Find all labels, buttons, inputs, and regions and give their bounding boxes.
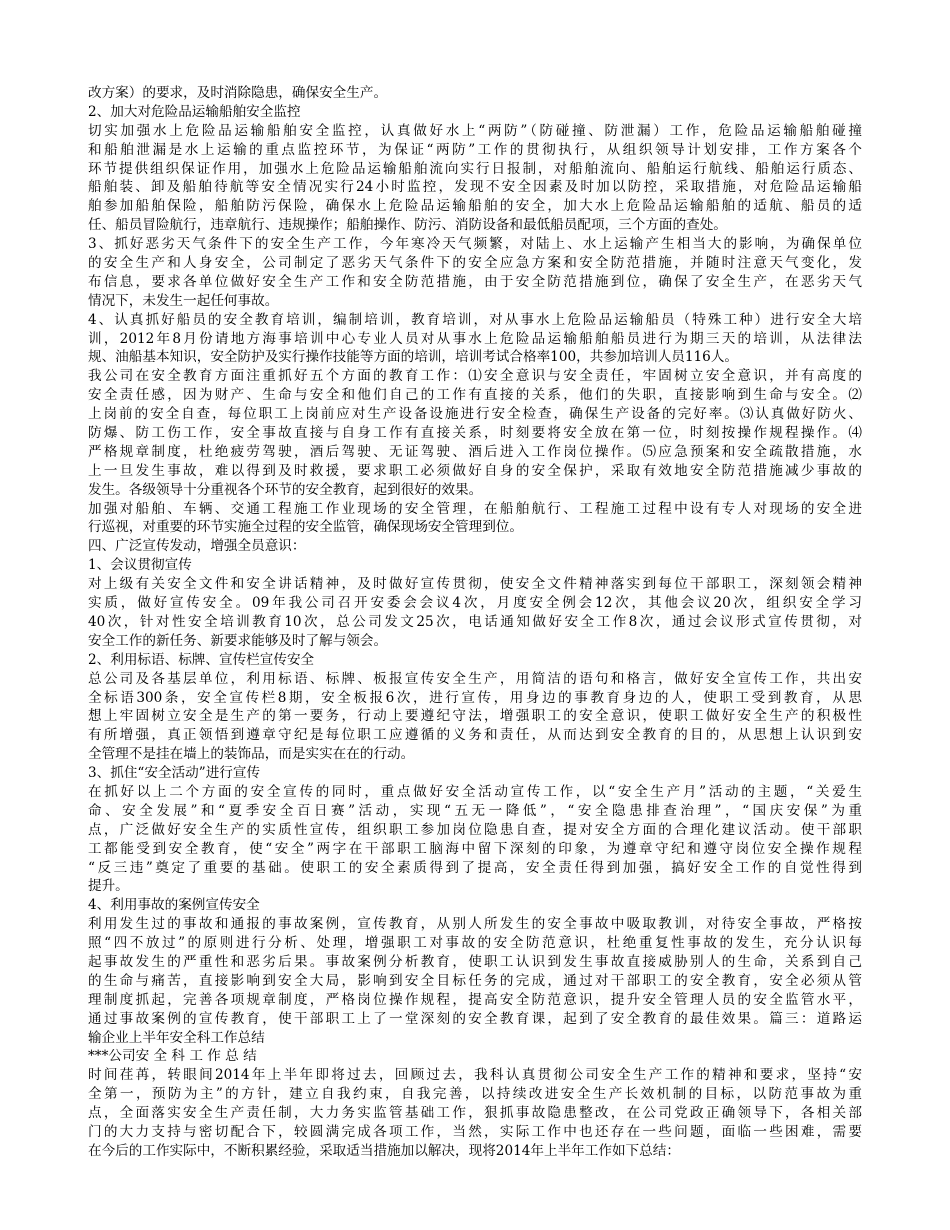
text-line: 发生。各级领导十分重视各个环节的安全教育，起到很好的效果。 (88, 481, 483, 498)
text-line: 在今后的工作实际中，不断积累经验，采取适当措施加以解决，现将2014年上半年工作如下总结： (88, 1142, 680, 1159)
text-line: 4、利用事故的案例宣传安全 (88, 897, 260, 914)
text-line: 2、加大对危险品运输船舶安全监控 (88, 103, 301, 120)
text-line: 时间荏苒，转眼间2014年上半年即将过去，回顾过去，我科认真贯彻公司安全生产工作的精神和要求，坚持“安 (88, 1067, 862, 1084)
text-line: 照“四不放过”的原则进行分析、处理，增强职工对事故的安全防范意识，杜绝重复性事故的发生，充分认识每 (88, 935, 862, 952)
text-line: 船舶装、卸及船舶待航等安全情况实行24小时监控，发现不安全因素及时加以防控，采取措施，对危险品运输船 (88, 179, 862, 196)
text-line: 的生命与痛苦，直接影响到安全大局，影响到安全目标任务的完成，通过对干部职工的安全教育，安全必须从管 (88, 972, 862, 989)
text-line: 3、抓住“安全活动”进行宣传 (88, 765, 261, 782)
text-line: 布信息，要求各单位做好安全生产工作和安全防范措施，由于安全防范措施到位，确保了安全生产，在恶劣天气 (88, 273, 862, 290)
text-line: 理制度抓起，完善各项规章制度，严格岗位操作规程，提高安全防范意识，提升安全管理人员的安全监管水平， (88, 991, 862, 1008)
text-line: 四、广泛宣传发动，增强全员意识： (88, 538, 306, 555)
text-line: 1、会议贯彻宣传 (88, 557, 192, 574)
text-line: 全管理不是挂在墙上的装饰品，而是实实在在的行动。 (88, 746, 415, 763)
text-line: 3、抓好恶劣天气条件下的安全生产工作，今年寒冷天气频繁，对陆上、水上运输产生相当大的影响，为确保单位 (88, 236, 862, 253)
text-line: 通过事故案例的宣传教育，使干部职工上了一堂深刻的安全教育课，起到了安全教育的最佳效果。篇三：道路运 (88, 1010, 862, 1027)
text-line: 命、安全发展”和“夏季安全百日赛”活动，实现“五无一降低”，“安全隐患排查治理”，“国庆安保”为重 (88, 802, 862, 819)
text-line: 环节提供组织保证作用，加强水上危险品运输船舶流向实行日报制，对船舶流向、船舶运行航线、船舶运行质态、 (88, 160, 862, 177)
text-line: 输企业上半年安全科工作总结 (88, 1029, 265, 1046)
text-line: 对上级有关安全文件和安全讲话精神，及时做好宣传贯彻，使安全文件精神落实到每位干部职工，深刻领会精神 (88, 576, 862, 593)
text-line: 的安全生产和人身安全，公司制定了恶劣天气条件下的安全应急方案和安全防范措施，并随时注意天气变化，发 (88, 255, 862, 272)
text-line: ***公司安 全 科 工 作 总 结 (88, 1048, 257, 1065)
text-line: 工都能受到安全教育，使“安全”两字在干部职工脑海中留下深刻的印象，为遵章守纪和遵守岗位安全操作规程 (88, 840, 862, 857)
text-line: 4、认真抓好船员的安全教育培训，编制培训，教育培训，对从事水上危险品运输船员（特殊工种）进行安全大培 (88, 311, 862, 328)
text-line: 上岗前的安全自查，每位职工上岗前应对生产设备设施进行安全检查，确保生产设备的完好率。⑶认真做好防火、 (88, 406, 862, 423)
text-line: 实质，做好宣传安全。09年我公司召开安委会会议4次，月度安全例会12次，其他会议20次，组织安全学习 (88, 595, 862, 612)
text-line: 我公司在安全教育方面注重抓好五个方面的教育工作：⑴安全意识与安全责任，牢固树立安全意识，并有高度的 (88, 368, 862, 385)
text-line: 严格规章制度，杜绝疲劳驾驶，酒后驾驶、无证驾驶、酒后进入工作岗位操作。⑸应急预案和安全疏散措施，水 (88, 443, 862, 460)
text-line: 安全工作的新任务、新要求能够及时了解与领会。 (88, 632, 388, 649)
text-line: 加强对船舶、车辆、交通工程施工作业现场的安全管理，在船舶航行、工程施工过程中设有专人对现场的安全进 (88, 500, 862, 517)
text-line: 行巡视，对重要的环节实施全过程的安全监管，确保现场安全管理到位。 (88, 519, 523, 536)
text-line: 和船舶泄漏是水上运输的重点监控环节，为保证“两防”工作的贯彻执行，从组织领导计划安排，工作方案各个 (88, 141, 862, 158)
text-line: 全标语300条，安全宣传栏8期，安全板报6次，进行宣传，用身边的事教育身边的人，使职工受到教育，从思 (88, 689, 862, 706)
text-line: 总公司及各基层单位，利用标语、标牌、板报宣传安全生产，用简洁的语句和格言，做好安全宣传工作，共出安 (88, 670, 862, 687)
text-line: 在抓好以上二个方面的安全宣传的同时，重点做好安全活动宣传工作，以“安全生产月”活动的主题，“关爱生 (88, 783, 862, 800)
text-line: 情况下，未发生一起任何事故。 (88, 292, 279, 309)
text-line: 点，全面落实安全生产责任制，大力务实监管基础工作，狠抓事故隐患整改，在公司党政正确领导下，各相关部 (88, 1105, 862, 1122)
text-line: 全第一，预防为主”的方针，建立自我约束，自我完善，以持续改进安全生产长效机制的目标，以防范事故为重 (88, 1086, 862, 1103)
text-line: 任、船员冒险航行，违章航行、违规操作；船舶操作、防污、消防设备和最低船员配项，三个方面的查处。 (88, 217, 727, 234)
text-line: 上一旦发生事故，难以得到及时救援，要求职工必须做好自身的安全保护，采取有效地安全防范措施减少事故的 (88, 462, 862, 479)
text-line: 切实加强水上危险品运输船舶安全监控，认真做好水上“两防”（防碰撞、防泄漏）工作，危险品运输船舶碰撞 (88, 122, 862, 139)
text-line: 点，广泛做好安全生产的实质性宣传，组织职工参加岗位隐患自查，提对安全方面的合理化建议活动。使干部职 (88, 821, 862, 838)
text-line: 提升。 (88, 878, 129, 895)
text-line: 舶参加船舶保险，船舶防污保险，确保水上危险品运输船舶的安全，加大水上危险品运输船舶的适航、船员的适 (88, 198, 862, 215)
text-line: “反三违”奠定了重要的基础。使职工的安全素质得到了提高，安全责任得到加强，搞好安全工作的自觉性得到 (88, 859, 862, 876)
text-line: 有所增强，真正领悟到遵章守纪是每位职工应遵循的义务和责任，从而达到安全教育的目的，从思想上认识到安 (88, 727, 862, 744)
text-line: 利用发生过的事故和通报的事故案例，宣传教育，从别人所发生的安全事故中吸取教训，对待安全事故，严格按 (88, 916, 862, 933)
document-body (88, 84, 862, 1161)
text-line: 想上牢固树立安全是生产的第一要务，行动上要遵纪守法，增强职工的安全意识，使职工做好安全生产的积极性 (88, 708, 862, 725)
text-line: 2、利用标语、标牌、宣传栏宣传安全 (88, 651, 315, 668)
text-line: 规、油船基本知识，安全防护及实行操作技能等方面的培训，培训考试合格率100，共参加培训人员116人。 (88, 349, 739, 366)
text-line: 防爆、防工伤工作，安全事故直接与自身工作有直接关系，时刻要将安全放在第一位，时刻按操作规程操作。⑷ (88, 425, 862, 442)
text-line: 起事故发生的严重性和恶劣后果。事故案例分析教育，使职工认识到发生事故直接威胁别人的生命，关系到自己 (88, 953, 862, 970)
text-line: 改方案）的要求，及时消除隐患，确保安全生产。 (88, 85, 388, 101)
text-line: 训，2012年8月份请地方海事培训中心专业人员对从事水上危险品运输船舶船员进行为期三天的培训，从法律法 (88, 330, 862, 347)
text-line: 40次，针对性安全培训教育10次，总公司发文25次，电话通知做好安全工作8次，通过会议形式宣传贯彻，对 (88, 613, 862, 630)
text-line: 门的大力支持与密切配合下，较圆满完成各项工作，当然，实际工作中也还存在一些问题，面临一些困难，需要 (88, 1123, 862, 1140)
text-line: 安全责任感，因为财产、生命与安全和他们自己的工作有直接的关系，他们的失职，直接影响到生命与安全。⑵ (88, 387, 862, 404)
